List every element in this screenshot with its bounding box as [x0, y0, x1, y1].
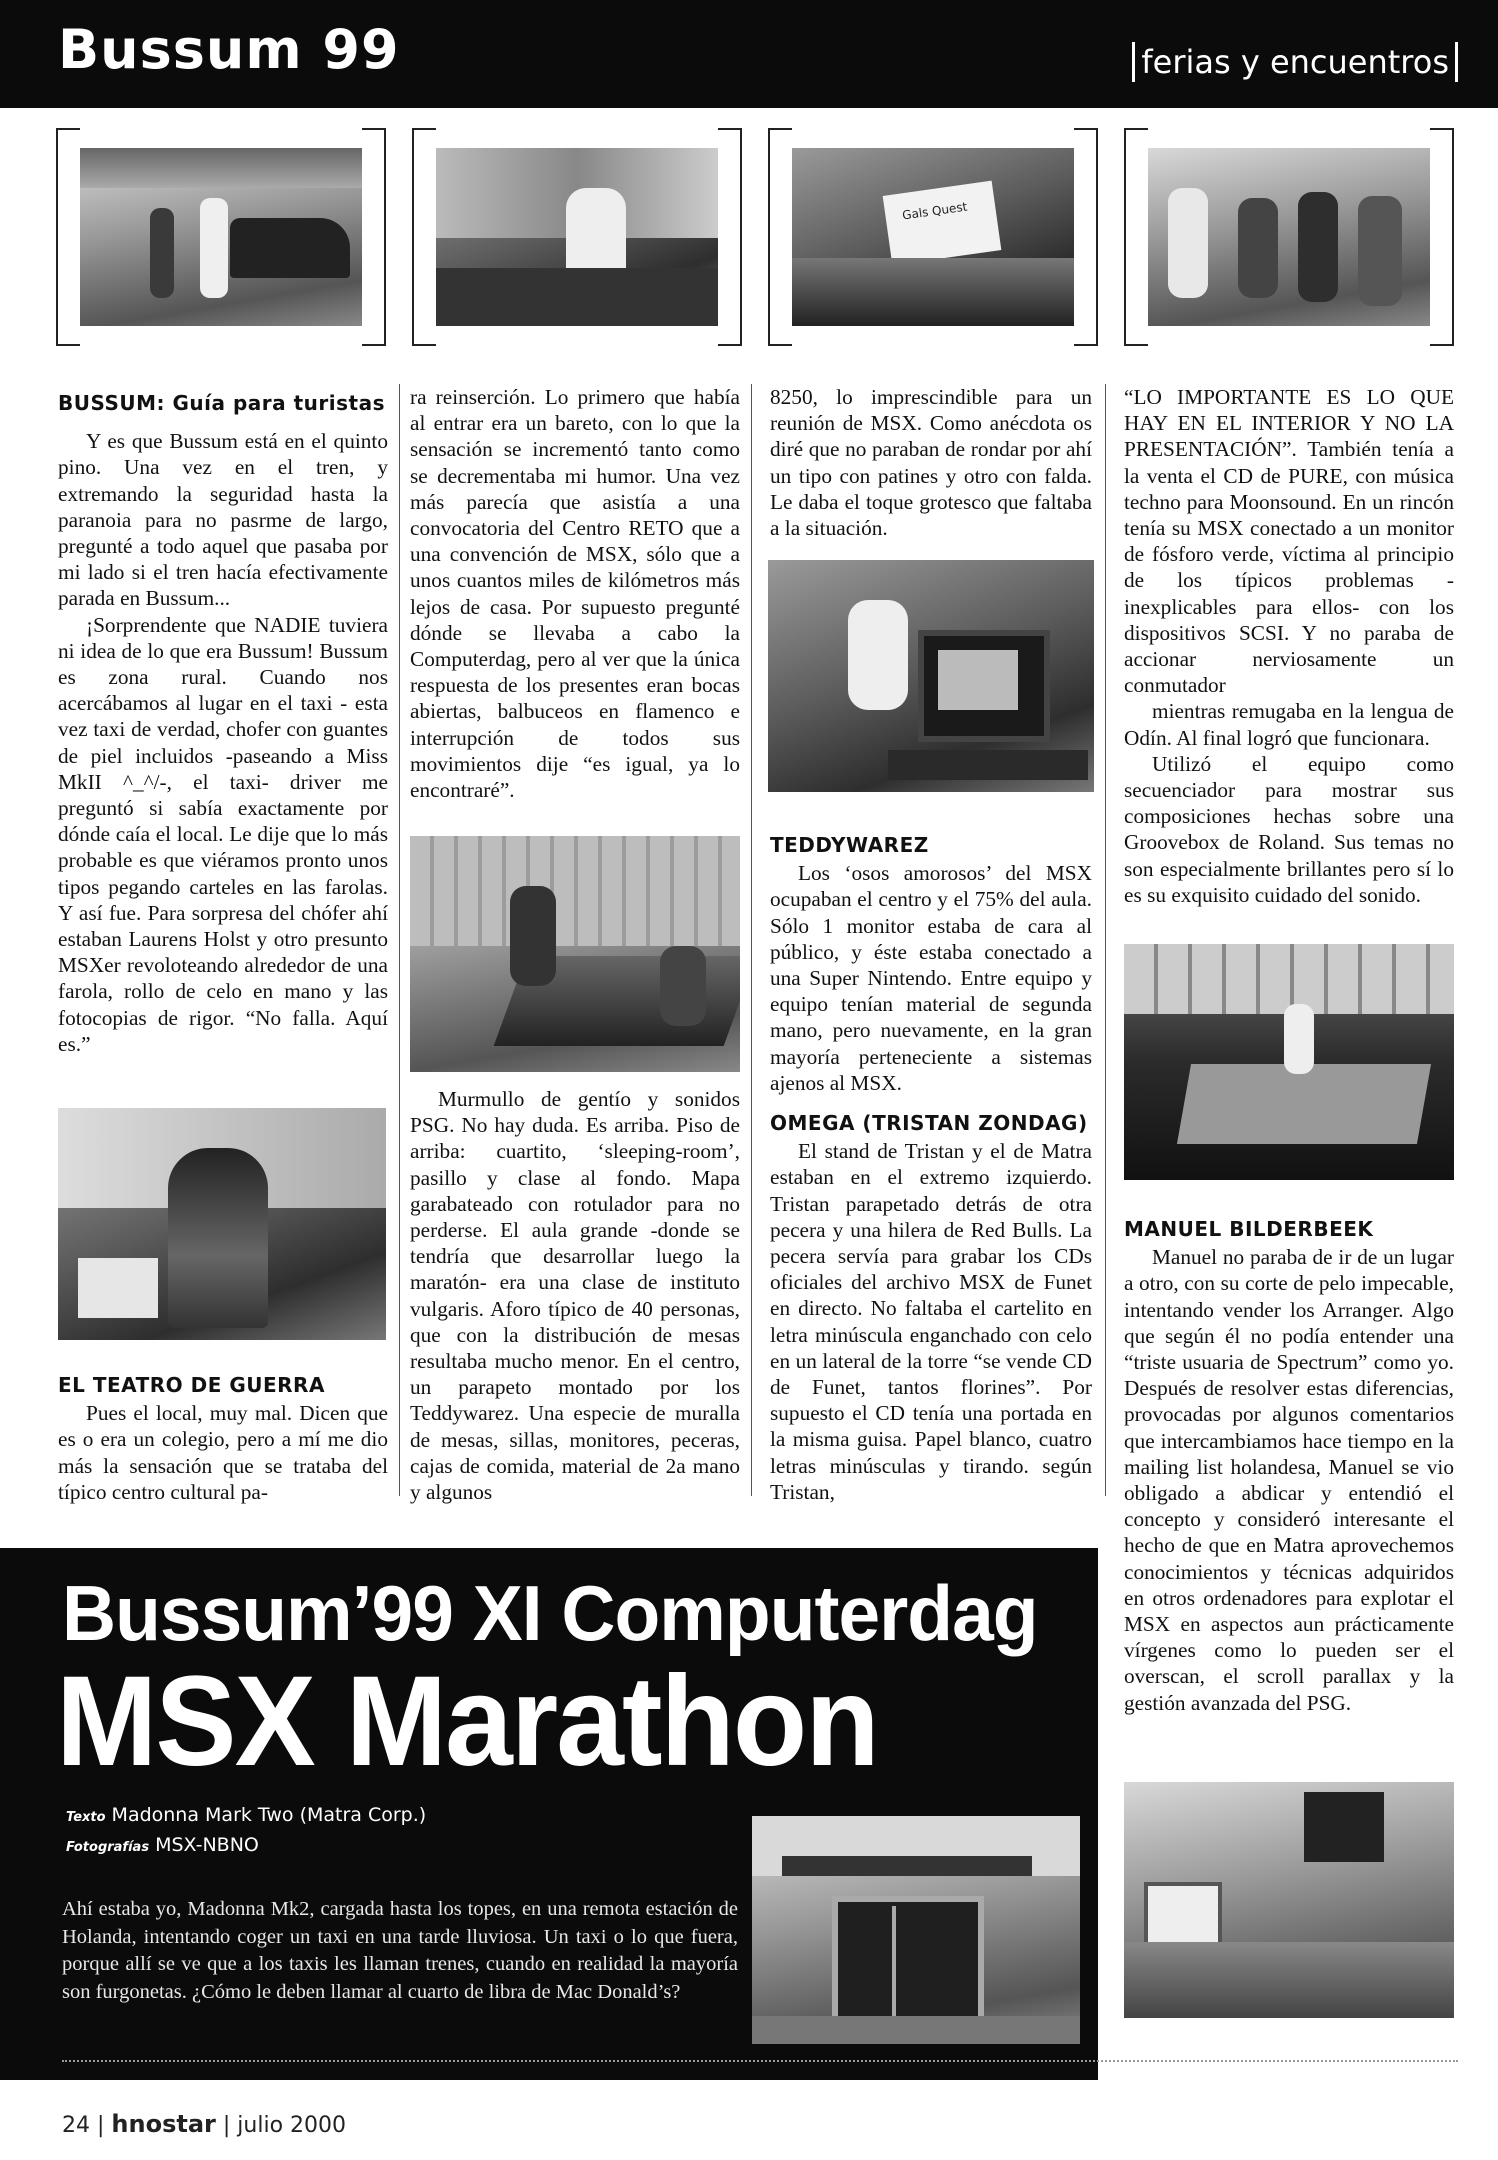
column-2: [410, 384, 740, 803]
column-3-lower: [770, 826, 1092, 1505]
photo-frame-3: [768, 128, 1098, 346]
photo-car-unloading: [80, 148, 362, 326]
subhead-bussum: BUSSUM: Guía para turistas: [58, 391, 385, 415]
page-title: Bussum 99: [58, 18, 400, 81]
subhead-teddywarez: TEDDYWAREZ: [770, 833, 929, 857]
footer-separator-1: |: [97, 2113, 105, 2138]
photo-frame-1: [56, 128, 386, 346]
col4-paragraph-3: Utilizó el equipo como secuenciador para mostrar sus composiciones hechas sobre una Groovebox de Roland. Sus temas no son especialmente brillantes pero sí lo es su exquisito cuidado del sonido.: [1124, 751, 1454, 907]
photo-stand-table: [436, 148, 718, 326]
footer-separator-2: |: [222, 2113, 231, 2138]
issue-date: julio 2000: [237, 2113, 347, 2138]
feature-intro: Ahí estaba yo, Madonna Mk2, cargada hasta los topes, en una remota estación de Holanda, intentando coger un taxi en una tarde lluviosa. Un taxi o lo que fuera, porque allí se ve que a los taxis les llaman trenes, cuando en realidad la mayoría son furgonetas. ¿Cómo le deben llamar al cuarto de libra de Mac Donald’s?: [62, 1898, 738, 2003]
photo-man-sweater: [58, 1108, 386, 1340]
column-1-lower: [58, 1366, 388, 1505]
column-4-lower: [1124, 1210, 1454, 1716]
photo-gals-quest: [792, 148, 1074, 326]
col4-paragraph-2: mientras remugaba en la lengua de Odín. Al final logró que funcionara.: [1124, 699, 1454, 750]
photo-frame-2: [412, 128, 742, 346]
col3-paragraph-2: Los ‘osos amorosos’ del MSX ocupaban el centro y el 75% del aula. Sólo 1 monitor estaba de cara al público, y éste estaba conectado a una Super Nintendo. Entre equipo y equipo tenían material de segunda mano, pero nuevamente, en la gran mayoría perteneciente a sistemas ajenos al MSX.: [770, 861, 1092, 1095]
column-divider-2: [751, 384, 752, 1496]
column-4: [1124, 384, 1454, 908]
feature-headline-1: Bussum’99 XI Computerdag: [62, 1569, 1038, 1657]
photo-teddywarez: [768, 560, 1094, 792]
photo-group-table: [1148, 148, 1430, 326]
credit-text-value: Madonna Mark Two (Matra Corp.): [111, 1804, 427, 1826]
col4-paragraph-4: Manuel no paraba de ir de un lugar a otro, con su corte de pelo impecable, intentando vender los Arranger. Algo que según él no podía entender una “triste usuaria de Spectrum” como yo. Después de resolver estas diferencias, provocadas por algunos comentarios que intercambiamos hace tiempo en la mailing list holandesa, Manuel se vio obligado a abdicar y entendió el concepto y consideró interesante el hecho de que en Matra aprovechemos conocimientos y técnicas adquiridos en otros ordenadores para explotar el MSX en aspectos aun prácticamente vírgenes como lo pueden ser el overscan, el scroll parallax y la gestión avanzada del PSG.: [1124, 1245, 1454, 1715]
column-2-lower: [410, 1086, 740, 1505]
magazine-brand: hnostar: [111, 2110, 216, 2138]
section-tag: [1132, 42, 1458, 82]
page-number: 24: [62, 2113, 90, 2138]
credit-photo-label: Fotografías: [66, 1840, 150, 1855]
credit-text-label: Texto: [66, 1810, 106, 1825]
section-tag-part-2: y: [1230, 43, 1270, 81]
photo-murmullo-room: [410, 836, 740, 1072]
footer: [62, 2110, 346, 2138]
column-divider-3: [1105, 384, 1106, 1496]
col1-paragraph-3: Pues el local, muy mal. Dicen que es o era un colegio, pero a mí me dio más la sensación que se trataba del típico centro cultural pa-: [58, 1401, 388, 1504]
col3-paragraph-1: 8250, lo imprescindible para un reunión de MSX. Como anécdota os diré que no paraban de rondar por ahí un tipo con patines y otro con falda. Le daba el toque grotesco que faltaba a la situación.: [770, 385, 1092, 541]
photo-monitors-floor: [1124, 1782, 1454, 2018]
col1-paragraph-1: Y es que Bussum está en el quinto pino. Una vez en el tren, y extremando la seguridad hasta la paranoia para no pasrme de largo, pregunté a todo aquel que pasaba por mi lado si el tren hacía efectivamente parada en Bussum...: [58, 429, 388, 611]
photo-frame-4: [1124, 128, 1454, 346]
footer-divider: [62, 2060, 1458, 2062]
subhead-teatro: EL TEATRO DE GUERRA: [58, 1373, 325, 1397]
col2-paragraph-1: ra reinserción. Lo primero que había al entrar era un bareto, con lo que la sensación se incrementó tanto como se decrementaba mi humor. Una vez más parecía que asistía a una convocatoria del Centro RETO que a una convención de MSX, sólo que a unos cuantos miles de kilómetros más lejos de casa. Por supuesto pregunté dónde se llevaba a cabo la Computerdag, pero al ver que la única respuesta de los presentes eran bocas abiertas, balbuceos en flamenco e interrupción de todos sus movimientos dije “es igual, ya lo encontraré”.: [410, 385, 740, 803]
credit-photo: [66, 1834, 259, 1856]
col1-paragraph-2: ¡Sorprendente que NADIE tuviera ni idea de lo que era Bussum! Bussum es zona rural. Cuando nos acercábamos al lugar en el taxi - esta vez taxi de verdad, chofer con guantes de piel incluidos -paseando a Miss MkII ^_^/-, el taxi- driver me preguntó si sabía exactamente por dónde caía el local. Le dije que lo más probable es que viéramos pronto unos tipos pegando carteles en las farolas. Y así fue. Para sorpresa del chófer ahí estaban Laurens Holst y otro presunto MSXer revoloteando alrededor de una farola, rollo de celo en mano y las fotocopias de rigor. “No falla. Aquí es.”: [58, 612, 388, 1056]
subhead-manuel: MANUEL BILDERBEEK: [1124, 1217, 1374, 1241]
header-bar: [0, 0, 1498, 108]
feature-headline-2: MSX Marathon: [56, 1650, 878, 1793]
photo-sign-text: Gals Quest: [901, 199, 969, 223]
col3-paragraph-3: El stand de Tristan y el de Matra estaban en el extremo izquierdo. Tristan parapetado detrás de otra pecera y una hilera de Red Bulls. La pecera servía para grabar los CDs oficiales del archivo MSX de Funet en directo. No faltaba el cartelito en letra minúscula enganchado con celo en un lateral de la torre “se vende CD de Funet, tantos florines”. Por supuesto el CD tenía una portada en la misma guisa. Papel blanco, cuatro letras minúsculas y tirando. según Tristan,: [770, 1139, 1092, 1504]
column-1: [58, 384, 388, 1057]
col4-paragraph-1: “LO IMPORTANTE ES LO QUE HAY EN EL INTERIOR Y NO LA PRESENTACIÓN”. También tenía a la venta el CD de PURE, con música techno para Moonsound. En un rincón tenía su MSX conectado a un monitor de fósforo verde, víctima al principio de los típicos problemas - inexplicables para ellos- con los dispositivos SCSI. Y no paraba de accionar nerviosamente un conmutador: [1124, 385, 1454, 698]
section-tag-part-3: encuentros: [1269, 43, 1449, 81]
feature-box: [0, 1548, 1098, 2080]
photo-building-entrance: [752, 1816, 1080, 2044]
credit-text: [66, 1804, 426, 1826]
section-tag-part-1: ferias: [1141, 43, 1231, 81]
column-divider-1: [399, 384, 400, 1496]
credit-photo-value: MSX-NBNO: [155, 1834, 259, 1856]
col2-paragraph-2: Murmullo de gentío y sonidos PSG. No hay duda. Es arriba. Piso de arriba: cuartito, ‘sleeping-room’, pasillo y clase al fondo. Mapa garabateado con rotulador para no perderse. El aula grande -donde se tendría que desarrollar luego la maratón- era una clase de instituto vulgaris. Aforo típico de 40 personas, que con la distribución de mesas resultaba mucho menor. En el centro, un parapeto montado por los Teddywarez. Una especie de muralla de mesas, sillas, monitores, peceras, cajas de comida, material de 2a mano y algunos: [410, 1087, 740, 1505]
column-3: [770, 384, 1092, 541]
photo-crowd-hall: [1124, 944, 1454, 1180]
subhead-omega: OMEGA (TRISTAN ZONDAG): [770, 1111, 1088, 1136]
